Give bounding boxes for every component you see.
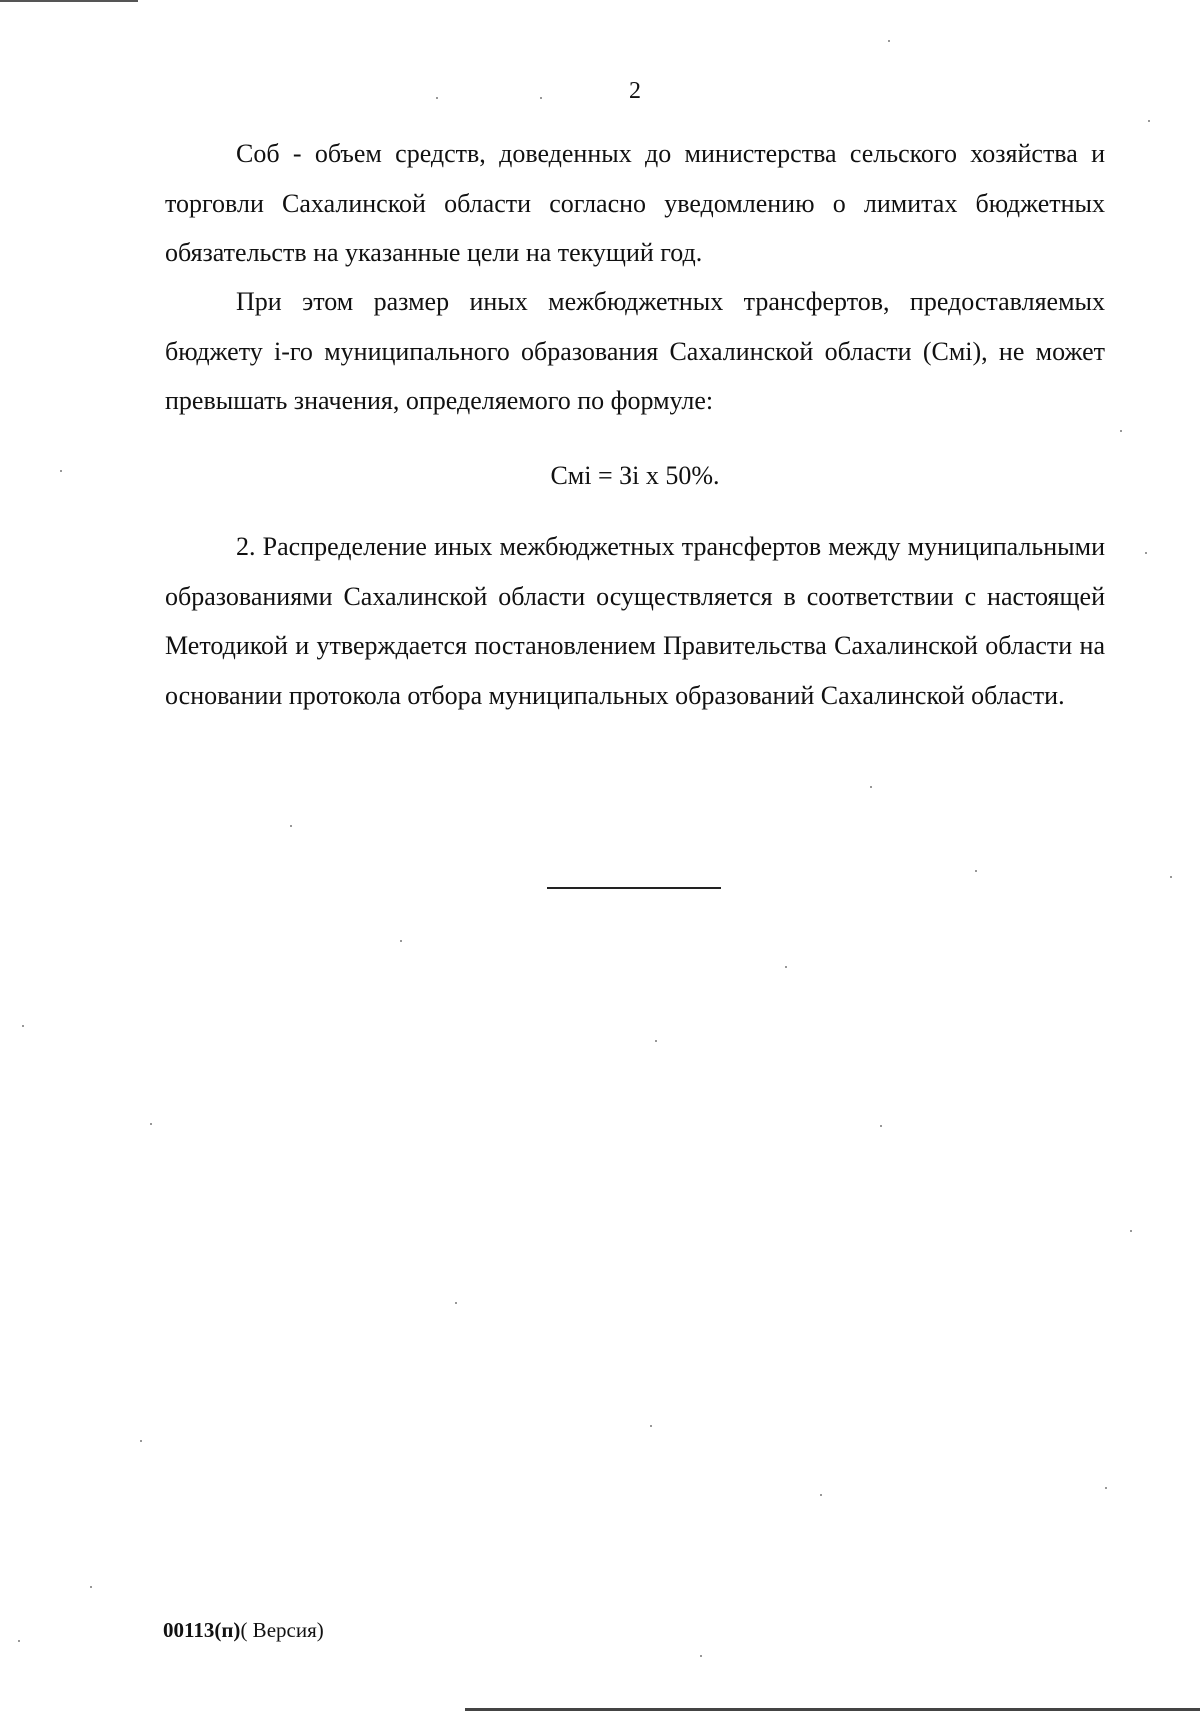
scan-speck [436, 97, 438, 99]
scan-speck [820, 1494, 822, 1496]
paragraph-distribution [165, 522, 1105, 720]
page-number: 2 [629, 78, 641, 104]
paragraph-text: Соб - объем средств, доведенных до министерства сельского хозяйства и торговли Сахалинской области согласно уведомлению о лимитах бюджетных обязательств на указанные цели на текущий год. [165, 139, 1105, 267]
scan-speck [1170, 876, 1172, 878]
scan-speck [1148, 120, 1150, 122]
footer-code-version: ( Версия) [240, 1618, 324, 1642]
paragraph-transfer-limit [165, 277, 1105, 426]
footer-document-code [163, 1618, 324, 1643]
scan-speck [1130, 1230, 1132, 1232]
scan-speck [455, 1302, 457, 1304]
scan-edge-line-top [0, 0, 138, 2]
scan-speck [60, 470, 62, 472]
scan-edge-line-bottom [465, 1708, 1200, 1711]
scan-speck [888, 40, 890, 42]
scan-speck [650, 1425, 652, 1427]
scan-speck [540, 97, 542, 99]
section-divider [547, 887, 721, 889]
scan-speck [1145, 552, 1147, 554]
scan-speck [785, 966, 787, 968]
scan-speck [1120, 430, 1122, 432]
scan-speck [700, 1655, 702, 1657]
scan-speck [400, 940, 402, 942]
formula: Смi = Зi х 50%. [550, 461, 720, 490]
paragraph-text: 2. Распределение иных межбюджетных трансфертов между муниципальными образованиями Сахалинской области осуществляется в соответствии с настоящей Методикой и утверждается постановлением Правительства Сахалинской области на основании протокола отбора муниципальных образований Сахалинской области. [165, 532, 1105, 710]
scan-speck [880, 1125, 882, 1127]
scan-speck [22, 1025, 24, 1027]
scan-speck [870, 786, 872, 788]
scan-speck [150, 1123, 152, 1125]
scan-speck [655, 1040, 657, 1042]
scan-speck [140, 1440, 142, 1442]
paragraph-text: При этом размер иных межбюджетных трансфертов, предоставляемых бюджету i-го муниципального образования Сахалинской области (Смi), не может превышать значения, определяемого по формуле: [165, 287, 1105, 415]
footer-code-number: 00113(п) [163, 1618, 241, 1642]
scan-speck [18, 1640, 20, 1642]
scan-speck [975, 870, 977, 872]
paragraph-cob-definition [165, 129, 1105, 278]
scan-speck [290, 825, 292, 827]
scan-speck [90, 1586, 92, 1588]
scan-speck [1105, 1487, 1107, 1489]
